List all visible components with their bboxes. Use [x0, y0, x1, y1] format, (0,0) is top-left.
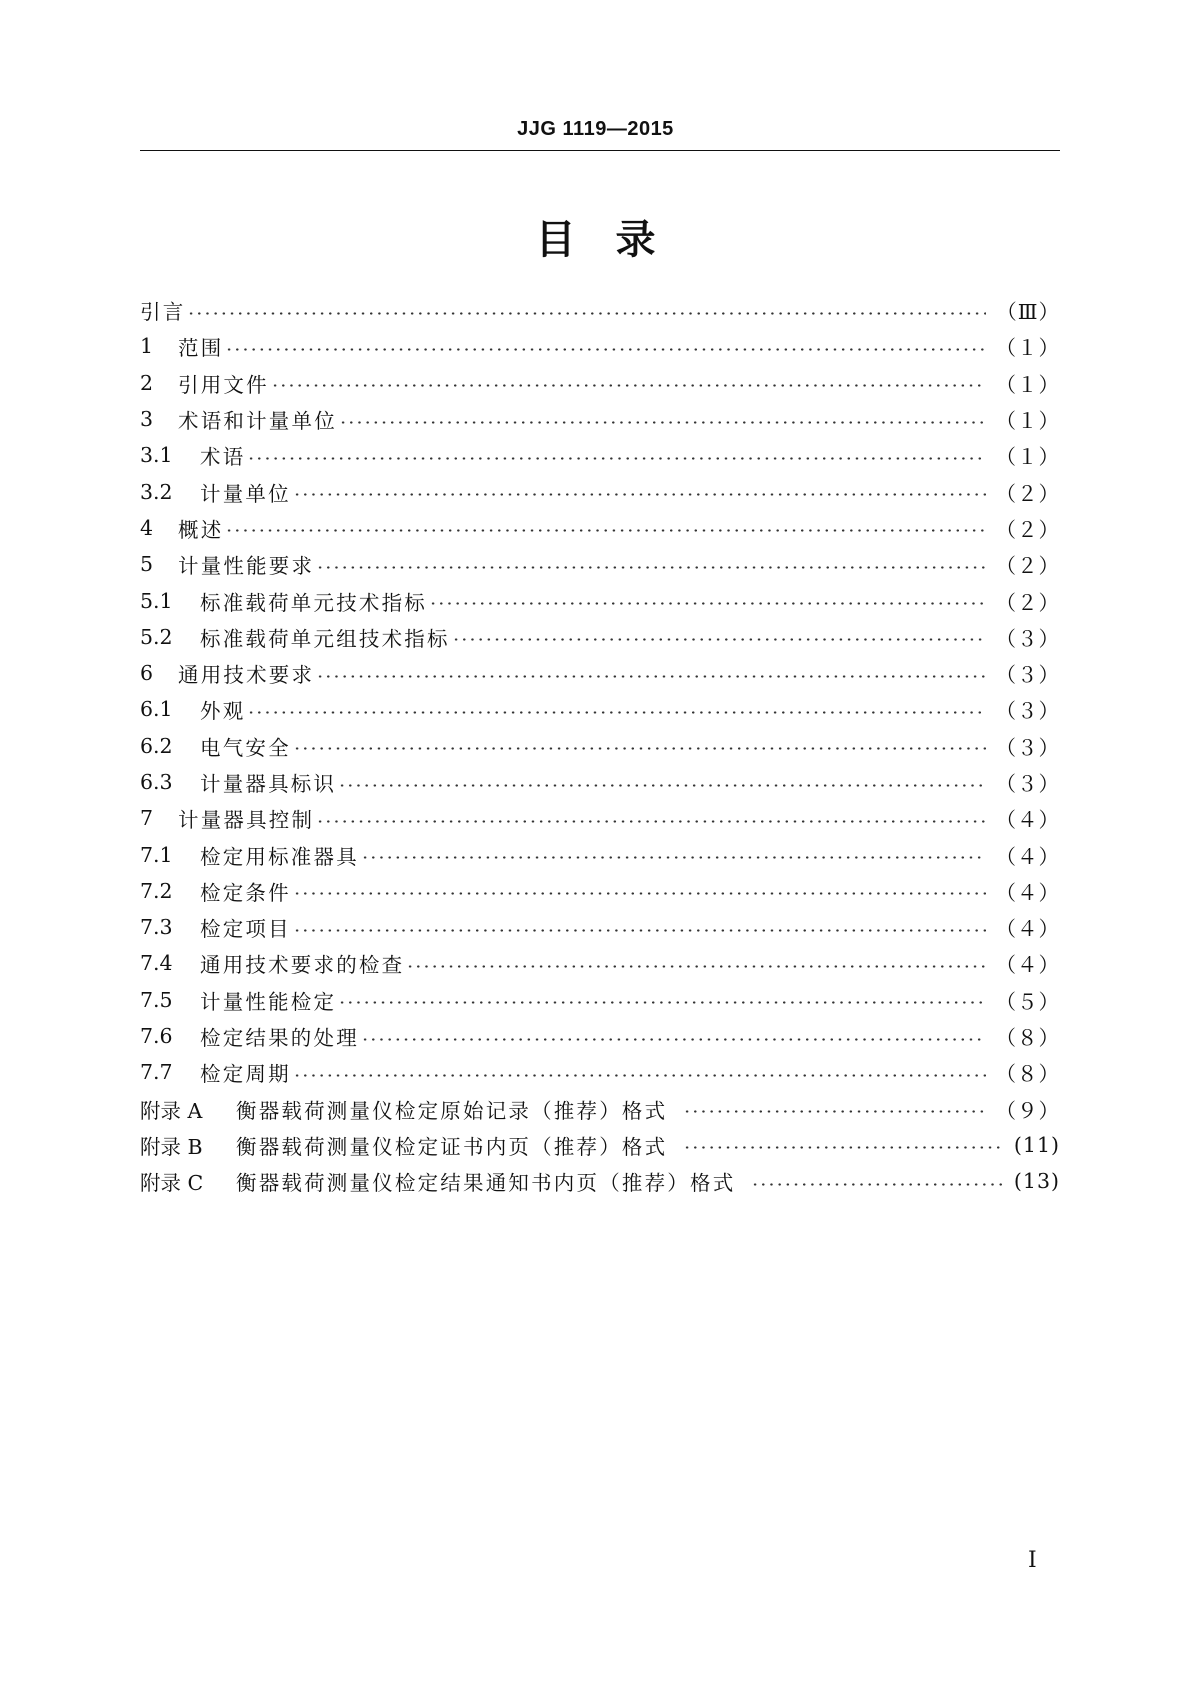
toc-entry-page: （４） — [995, 880, 1060, 905]
toc-entry-label: 标准载荷单元组技术指标 — [200, 626, 450, 651]
dot-leader — [751, 1183, 1004, 1186]
toc-entry-page: （８） — [995, 1062, 1060, 1087]
dot-leader — [247, 711, 985, 714]
toc-entry-3-1[interactable] — [140, 437, 1060, 473]
toc-entry-number: 附录 C — [140, 1171, 204, 1196]
toc-entry-label: 通用技术要求的检查 — [200, 953, 405, 978]
toc-entry-label: 外观 — [200, 699, 246, 724]
toc-entry-page: （１） — [995, 409, 1060, 434]
toc-entry-number: 2 — [140, 370, 154, 395]
toc-entry-7-7[interactable] — [140, 1054, 1060, 1090]
toc-entry-number: 6 — [140, 661, 154, 686]
toc-entry-label: 检定条件 — [200, 880, 291, 905]
dot-leader — [338, 784, 985, 787]
toc-entry-number: 7.2 — [140, 878, 173, 903]
toc-entry-page: （１） — [995, 336, 1060, 361]
toc-entry-page: （２） — [995, 554, 1060, 579]
dot-leader — [316, 566, 985, 569]
dot-leader — [293, 493, 986, 496]
dot-leader — [361, 1038, 986, 1041]
toc-entry-7-4[interactable] — [140, 945, 1060, 981]
toc-entry-6[interactable] — [140, 655, 1060, 691]
toc-entry-label: 检定项目 — [200, 917, 291, 942]
toc-entry-page: （Ⅲ） — [996, 300, 1060, 325]
toc-entry-number: 5.1 — [140, 588, 173, 613]
dot-leader — [316, 820, 985, 823]
dot-leader — [247, 457, 985, 460]
toc-entry-page: （５） — [995, 989, 1060, 1014]
toc-entry-page: （８） — [995, 1026, 1060, 1051]
toc-entry-label: 引言 — [140, 300, 186, 325]
toc-entry-page: （２） — [995, 590, 1060, 615]
toc-entry-page: (13) — [1013, 1169, 1060, 1194]
dot-leader — [338, 1001, 985, 1004]
toc-entry-7[interactable] — [140, 800, 1060, 836]
toc-entry-appendix-b[interactable] — [140, 1127, 1060, 1163]
toc-entry-5[interactable] — [140, 546, 1060, 582]
toc-entry-introduction[interactable] — [140, 292, 1060, 328]
toc-entry-page: （３） — [995, 772, 1060, 796]
toc-entry-6-2[interactable] — [140, 728, 1060, 764]
toc-entry-label: 衡器载荷测量仪检定结果通知书内页（推荐）格式 — [236, 1171, 736, 1196]
toc-entry-label: 计量性能要求 — [178, 554, 315, 579]
toc-entry-appendix-a[interactable] — [140, 1091, 1060, 1127]
toc-entry-label: 计量器具控制 — [178, 808, 315, 833]
toc-entry-number: 3.2 — [140, 479, 173, 504]
page-title: 目 录 — [535, 217, 656, 263]
toc-entry-page: （４） — [995, 953, 1060, 978]
toc-entry-7-5[interactable] — [140, 982, 1060, 1018]
toc-entry-label: 衡器载荷测量仪检定证书内页（推荐）格式 — [236, 1134, 668, 1159]
dot-leader — [683, 1146, 1004, 1149]
toc-entry-number: 7.4 — [140, 951, 173, 976]
dot-leader — [293, 929, 986, 932]
dot-leader — [293, 1074, 986, 1077]
toc-entry-number: 附录 B — [140, 1134, 203, 1159]
toc-entry-5-1[interactable] — [140, 582, 1060, 618]
toc-entry-label: 通用技术要求 — [178, 663, 315, 688]
toc-entry-label: 检定结果的处理 — [200, 1026, 359, 1051]
dot-leader — [225, 348, 985, 351]
toc-entry-number: 3 — [140, 407, 154, 432]
toc-entry-number: 1 — [140, 334, 154, 359]
toc-entry-7-2[interactable] — [140, 873, 1060, 909]
toc-entry-page: （３） — [995, 699, 1060, 724]
toc-entry-number: 5 — [140, 552, 154, 577]
toc-entry-page: (11) — [1013, 1132, 1060, 1157]
dot-leader — [452, 638, 986, 641]
toc-entry-1[interactable] — [140, 328, 1060, 364]
dot-leader — [339, 421, 986, 424]
toc-entry-3-2[interactable] — [140, 473, 1060, 509]
dot-leader — [361, 856, 986, 859]
toc-entry-number: 6.1 — [140, 697, 173, 722]
dot-leader — [225, 529, 985, 532]
dot-leader — [293, 892, 986, 895]
dot-leader — [406, 965, 985, 968]
toc-entry-page: （４） — [995, 917, 1060, 942]
toc-entry-label: 概述 — [178, 517, 224, 542]
dot-leader — [429, 602, 986, 605]
toc-entry-label: 术语 — [200, 445, 246, 470]
toc-entry-number: 4 — [140, 515, 154, 540]
toc-entry-page: （９） — [995, 1098, 1060, 1123]
toc-entry-page: （３） — [995, 626, 1060, 651]
toc-entry-label: 计量单位 — [200, 481, 291, 506]
toc-entry-page: （２） — [995, 517, 1060, 542]
toc-entry-label: 计量器具标识 — [200, 772, 337, 796]
toc-entry-7-1[interactable] — [140, 836, 1060, 872]
toc-entry-number: 7.5 — [140, 987, 173, 1012]
toc-entry-number: 7 — [140, 806, 154, 831]
page-folio-number: I — [1028, 1548, 1037, 1573]
toc-entry-number: 7.3 — [140, 915, 173, 940]
dot-leader — [293, 747, 986, 750]
toc-entry-number: 6.3 — [140, 770, 173, 794]
toc-entry-page: （１） — [995, 372, 1060, 397]
dot-leader — [316, 675, 985, 678]
table-of-contents — [140, 292, 1060, 1199]
toc-entry-7-6[interactable] — [140, 1018, 1060, 1054]
toc-entry-label: 标准载荷单元技术指标 — [200, 590, 427, 615]
dot-leader — [271, 384, 986, 387]
toc-entry-number: 6.2 — [140, 733, 173, 758]
toc-entry-number: 7.7 — [140, 1060, 173, 1085]
dot-leader — [187, 312, 986, 315]
toc-entry-4[interactable] — [140, 510, 1060, 546]
toc-entry-label: 术语和计量单位 — [178, 409, 337, 434]
toc-entry-label: 衡器载荷测量仪检定原始记录（推荐）格式 — [236, 1098, 668, 1123]
toc-entry-label: 检定用标准器具 — [200, 844, 359, 869]
toc-entry-label: 引用文件 — [178, 372, 269, 397]
toc-entry-page: （４） — [995, 808, 1060, 833]
toc-entry-page: （３） — [995, 663, 1060, 688]
toc-entry-label: 范围 — [178, 336, 224, 361]
toc-entry-7-3[interactable] — [140, 909, 1060, 945]
toc-entry-number: 5.2 — [140, 624, 173, 649]
toc-entry-6-1[interactable] — [140, 691, 1060, 727]
toc-entry-label: 检定周期 — [200, 1062, 291, 1087]
toc-entry-number: 3.1 — [140, 443, 173, 468]
toc-entry-number: 7.1 — [140, 842, 173, 867]
toc-entry-number: 附录 A — [140, 1098, 203, 1123]
toc-entry-number: 7.6 — [140, 1024, 173, 1049]
toc-entry-2[interactable] — [140, 365, 1060, 401]
toc-entry-appendix-c[interactable] — [140, 1163, 1060, 1199]
toc-entry-page: （２） — [995, 481, 1060, 506]
toc-entry-6-3[interactable] — [140, 764, 1060, 800]
toc-entry-page: （１） — [995, 445, 1060, 470]
toc-entry-3[interactable] — [140, 401, 1060, 437]
standard-code-header: JJG 1119—2015 — [517, 118, 674, 140]
dot-leader — [683, 1110, 985, 1113]
toc-entry-label: 电气安全 — [200, 735, 291, 760]
header-rule — [140, 150, 1060, 151]
toc-entry-page: （３） — [995, 735, 1060, 760]
toc-entry-label: 计量性能检定 — [200, 989, 337, 1014]
toc-entry-5-2[interactable] — [140, 619, 1060, 655]
toc-entry-page: （４） — [995, 844, 1060, 869]
